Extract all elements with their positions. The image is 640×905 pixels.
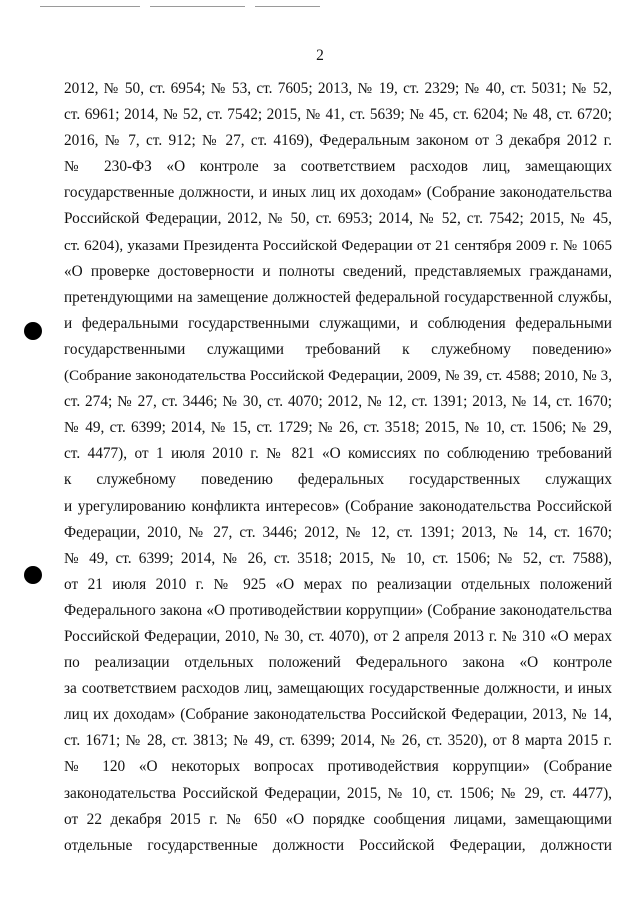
text-line: 2016, № 7, ст. 912; № 27, ст. 4169), Федеральным законом от 3 декабря 2012 г. bbox=[64, 132, 612, 150]
text-line: лиц их доходам» (Собрание законодательства Российской Федерации, 2013, № 14, bbox=[64, 706, 612, 724]
document-body bbox=[64, 78, 612, 861]
text-line: № 49, ст. 6399; 2014, № 26, ст. 3518; 2015, № 10, ст. 1506; № 52, ст. 7588), bbox=[64, 549, 612, 567]
text-line: государственные должности, и иных лиц их доходам» (Собрание законодательства bbox=[64, 184, 612, 202]
text-line: Российской Федерации, 2010, № 30, ст. 4070), от 2 апреля 2013 г. № 310 «О мерах bbox=[64, 627, 612, 645]
text-line: ст. 6961; 2014, № 52, ст. 7542; 2015, № 41, ст. 5639; № 45, ст. 6204; № 48, ст. 6720; bbox=[64, 106, 612, 124]
text-line: ст. 6204), указами Президента Российской Федерации от 21 сентября 2009 г. № 1065 bbox=[64, 237, 612, 254]
text-line: ст. 1671; № 28, ст. 3813; № 49, ст. 6399; 2014, № 26, ст. 3520), от 8 марта 2015 г. bbox=[64, 732, 612, 750]
text-line: от 22 декабря 2015 г. № 650 «О порядке сообщения лицами, замещающими bbox=[64, 810, 612, 828]
scan-artifact-line bbox=[150, 6, 245, 7]
punch-hole-bottom bbox=[24, 566, 42, 584]
scan-artifact-line bbox=[40, 6, 140, 7]
page-number: 2 bbox=[316, 47, 324, 64]
text-line: отдельные государственные должности Российской Федерации, должности bbox=[64, 836, 612, 854]
text-line: от 21 июля 2010 г. № 925 «О мерах по реализации отдельных положений bbox=[64, 575, 612, 593]
text-line: к служебному поведению федеральных государственных служащих bbox=[64, 471, 612, 489]
text-line: «О проверке достоверности и полноты сведений, представляемых гражданами, bbox=[64, 262, 612, 280]
text-line: и федеральными государственными служащими, и соблюдения федеральными bbox=[64, 314, 612, 332]
text-line: Федерального закона «О противодействии коррупции» (Собрание законодательства bbox=[64, 601, 612, 619]
text-line: ст. 274; № 27, ст. 3446; № 30, ст. 4070; 2012, № 12, ст. 1391; 2013, № 14, ст. 1670; bbox=[64, 393, 612, 411]
text-line: за соответствием расходов лиц, замещающих государственные должности, и иных bbox=[64, 680, 612, 698]
text-line: № 230-ФЗ «О контроле за соответствием расходов лиц, замещающих bbox=[64, 158, 612, 176]
text-line: законодательства Российской Федерации, 2015, № 10, ст. 1506; № 29, ст. 4477), bbox=[64, 784, 612, 802]
text-line: и урегулированию конфликта интересов» (Собрание законодательства Российской bbox=[64, 497, 612, 515]
text-line: Российской Федерации, 2012, № 50, ст. 6953; 2014, № 52, ст. 7542; 2015, № 45, bbox=[64, 210, 612, 228]
text-line: по реализации отдельных положений Федерального закона «О контроле bbox=[64, 654, 612, 672]
text-line: государственными служащими требований к служебному поведению» bbox=[64, 340, 612, 358]
text-line: № 120 «О некоторых вопросах противодействия коррупции» (Собрание bbox=[64, 758, 612, 776]
text-line: ст. 4477), от 1 июля 2010 г. № 821 «О комиссиях по соблюдению требований bbox=[64, 445, 612, 463]
text-line: (Собрание законодательства Российской Федерации, 2009, № 39, ст. 4588; 2010, № 3, bbox=[64, 368, 612, 385]
text-line: 2012, № 50, ст. 6954; № 53, ст. 7605; 2013, № 19, ст. 2329; № 40, ст. 5031; № 52, bbox=[64, 80, 612, 97]
punch-hole-top bbox=[24, 322, 42, 340]
text-line: Федерации, 2010, № 27, ст. 3446; 2012, № 12, ст. 1391; 2013, № 14, ст. 1670; bbox=[64, 523, 612, 541]
text-line: претендующими на замещение должностей федеральной государственной службы, bbox=[64, 288, 612, 306]
scan-artifact-line bbox=[255, 6, 320, 7]
text-line: № 49, ст. 6399; 2014, № 15, ст. 1729; № 26, ст. 3518; 2015, № 10, ст. 1506; № 29, bbox=[64, 419, 612, 437]
